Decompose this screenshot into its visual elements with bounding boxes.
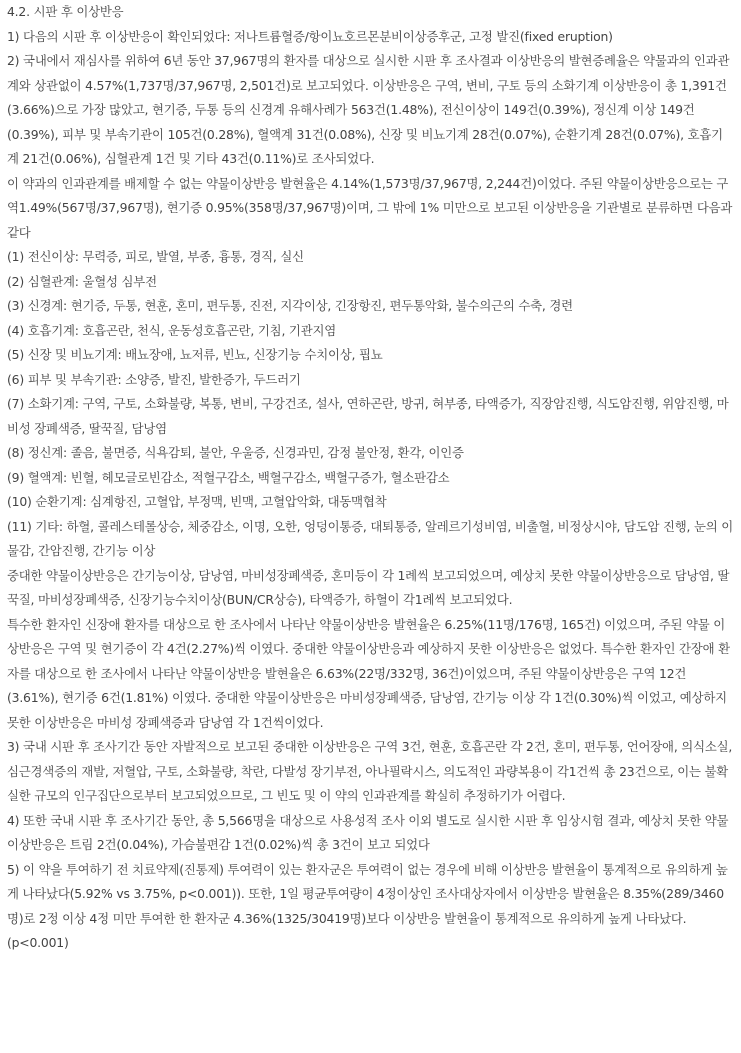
paragraph-3: 이 약과의 인과관계를 배제할 수 없는 약물이상반응 발현율은 4.14%(1,573명/37,967명, 2,244건)이었다. 주된 약물이상반응으로는 구역1.49%(567명/37,967명), 현기증 0.95%(358명/37,967명)이며, 그 밖에 1% 미만으로 보고된 이상반응을 기관별로 분류하면 다음과 같다 <box>7 175 733 240</box>
list-item-1: (1) 전신이상: 무력증, 피로, 발열, 부종, 흉통, 경직, 실신 <box>7 249 304 264</box>
paragraph-2: 2) 국내에서 재심사를 위하여 6년 동안 37,967명의 환자를 대상으로 실시한 시판 후 조사결과 이상반응의 발현증례율은 약물과의 인과관계와 상관없이 4.57%(1,737명/37,967명, 2,501건)로 보고되었다. 이상반응은 구역, 변비, 구토 등의 소화기계 이상반응이 총 1,391건(3.66%)으로 가장 많았고, 현기증, 두통 등의 신경계 유해사례가 563건(1.48%), 전신이상이 149건(0.39%), 정신계 이상 149건(0.39%), 피부 및 부속기관이 105건(0.28%), 혈액계 31건(0.08%), 신장 및 비뇨기계 28건(0.07%), 순환기계 28건(0.07%), 호흡기계 21건(0.06%), 심혈관계 1건 및 기타 43건(0.11%)로 조사되었다. <box>7 53 730 166</box>
list-item-6: (6) 피부 및 부속기관: 소양증, 발진, 발한증가, 두드러기 <box>7 371 301 387</box>
paragraph-1: 1) 다음의 시판 후 이상반응이 확인되었다: 저나트륨혈증/항이뇨호르몬분비이상증후군, 고정 발진(fixed eruption) <box>7 28 613 44</box>
paragraph-6: 5) 이 약을 투여하기 전 치료약제(진통제) 투여력이 있는 환자군은 투여력이 없는 경우에 비해 이상반응 발현율이 통계적으로 유의하게 높게 나타났다(5.92% vs 3.75%, p<0.001)). 또한, 1일 평균투여량이 4정이상인 조사대상자에서 이상반응 발현율은 8.35%(289/3460명)로 2정 이상 4정 미만 투여한 한 환자군 4.36%(1325/30419명)보다 이상반응 발현율이 통계적으로 유의하게 높게 나타났다.(p<0.001) <box>7 861 728 950</box>
list-item-10: (10) 순환기계: 심계항진, 고혈압, 부정맥, 빈맥, 고혈압악화, 대동맥협착 <box>7 494 387 509</box>
list-item-2: (2) 심혈관계: 울혈성 심부전 <box>7 273 157 289</box>
list-item-4: (4) 호흡기계: 호흡곤란, 천식, 운동성호흡곤란, 기침, 기관지염 <box>7 322 337 338</box>
section-heading: 4.2. 시판 후 이상반응 <box>7 4 124 19</box>
paragraph-serious-reactions: 중대한 약물이상반응은 간기능이상, 담낭염, 마비성장폐색증, 혼미등이 각 1례씩 보고되었으며, 예상치 못한 약물이상반응으로 담낭염, 딸꾹질, 마비성장폐색증, 신장기능수치이상(BUN/CR상승), 타액증가, 하혈이 각1례씩 보고되었다. <box>7 567 730 607</box>
list-item-7: (7) 소화기계: 구역, 구토, 소화불량, 복통, 변비, 구강건조, 설사, 연하곤란, 방귀, 혀부종, 타액증가, 직장암진행, 식도암진행, 위암진행, 마비성 장폐색증, 딸꾹질, 담낭염 <box>7 396 729 436</box>
paragraph-5: 4) 또한 국내 시판 후 조사기간 동안, 총 5,566명을 대상으로 사용성적 조사 이외 별도로 실시한 시판 후 임상시험 결과, 예상치 못한 약물이상반응은 트림 2건(0.04%), 가슴불편감 1건(0.02%)씩 총 3건이 보고 되었다 <box>7 812 729 852</box>
list-item-9: (9) 혈액계: 빈혈, 헤모글로빈감소, 적혈구감소, 백혈구감소, 백혈구증가, 혈소판감소 <box>7 469 450 485</box>
paragraph-special-patients: 특수한 환자인 신장애 환자를 대상으로 한 조사에서 나타난 약물이상반응 발현율은 6.25%(11명/176명, 165건) 이었으며, 주된 약물 이상반응은 구역 및 현기증이 각 4건(2.27%)씩 이였다. 중대한 약물이상반응과 예상하지 못한 이상반응은 없었다. 특수한 환자인 간장애 환자를 대상으로 한 조사에서 나타난 약물이상반응 발현율은 6.63%(22명/332명, 36건)이었으며, 주된 약물이상반응은 구역 12건(3.61%), 현기증 6건(1.81%) 이였다. 중대한 약물이상반응은 마비성장폐색증, 담낭염, 간기능 이상 각 1건(0.30%)씩 이었고, 예상하지 못한 이상반응은 마비성 장폐색증과 담낭염 각 1건씩이었다. <box>7 616 730 730</box>
list-item-8: (8) 정신계: 졸음, 불면증, 식욕감퇴, 불안, 우울증, 신경과민, 감정 불안정, 환각, 이인증 <box>7 445 464 460</box>
list-item-3: (3) 신경계: 현기증, 두통, 현훈, 혼미, 편두통, 진전, 지각이상, 긴장항진, 편두통악화, 불수의근의 수축, 경련 <box>7 298 573 313</box>
list-item-11: (11) 기타: 하혈, 콜레스테롤상승, 체중감소, 이명, 오한, 엉덩이통증, 대퇴통증, 알레르기성비염, 비출혈, 비정상시야, 담도암 진행, 눈의 이물감, 간암진행, 간기능 이상 <box>7 518 734 558</box>
paragraph-4: 3) 국내 시판 후 조사기간 동안 자발적으로 보고된 중대한 이상반응은 구역 3건, 현훈, 호흡곤란 각 2건, 혼미, 편두통, 언어장애, 의식소실, 심근경색증의 재발, 저혈압, 구토, 소화불량, 착란, 다발성 장기부전, 아나필락시스, 의도적인 과량복용이 각1건씩 총 23건으로, 이는 불확실한 규모의 인구집단으로부터 보고되었으므로, 그 빈도 및 이 약의 인과관계를 확실히 추정하기가 어렵다. <box>7 739 733 803</box>
list-item-5: (5) 신장 및 비뇨기계: 배뇨장애, 뇨저류, 빈뇨, 신장기능 수치이상, 핍뇨 <box>7 347 383 362</box>
